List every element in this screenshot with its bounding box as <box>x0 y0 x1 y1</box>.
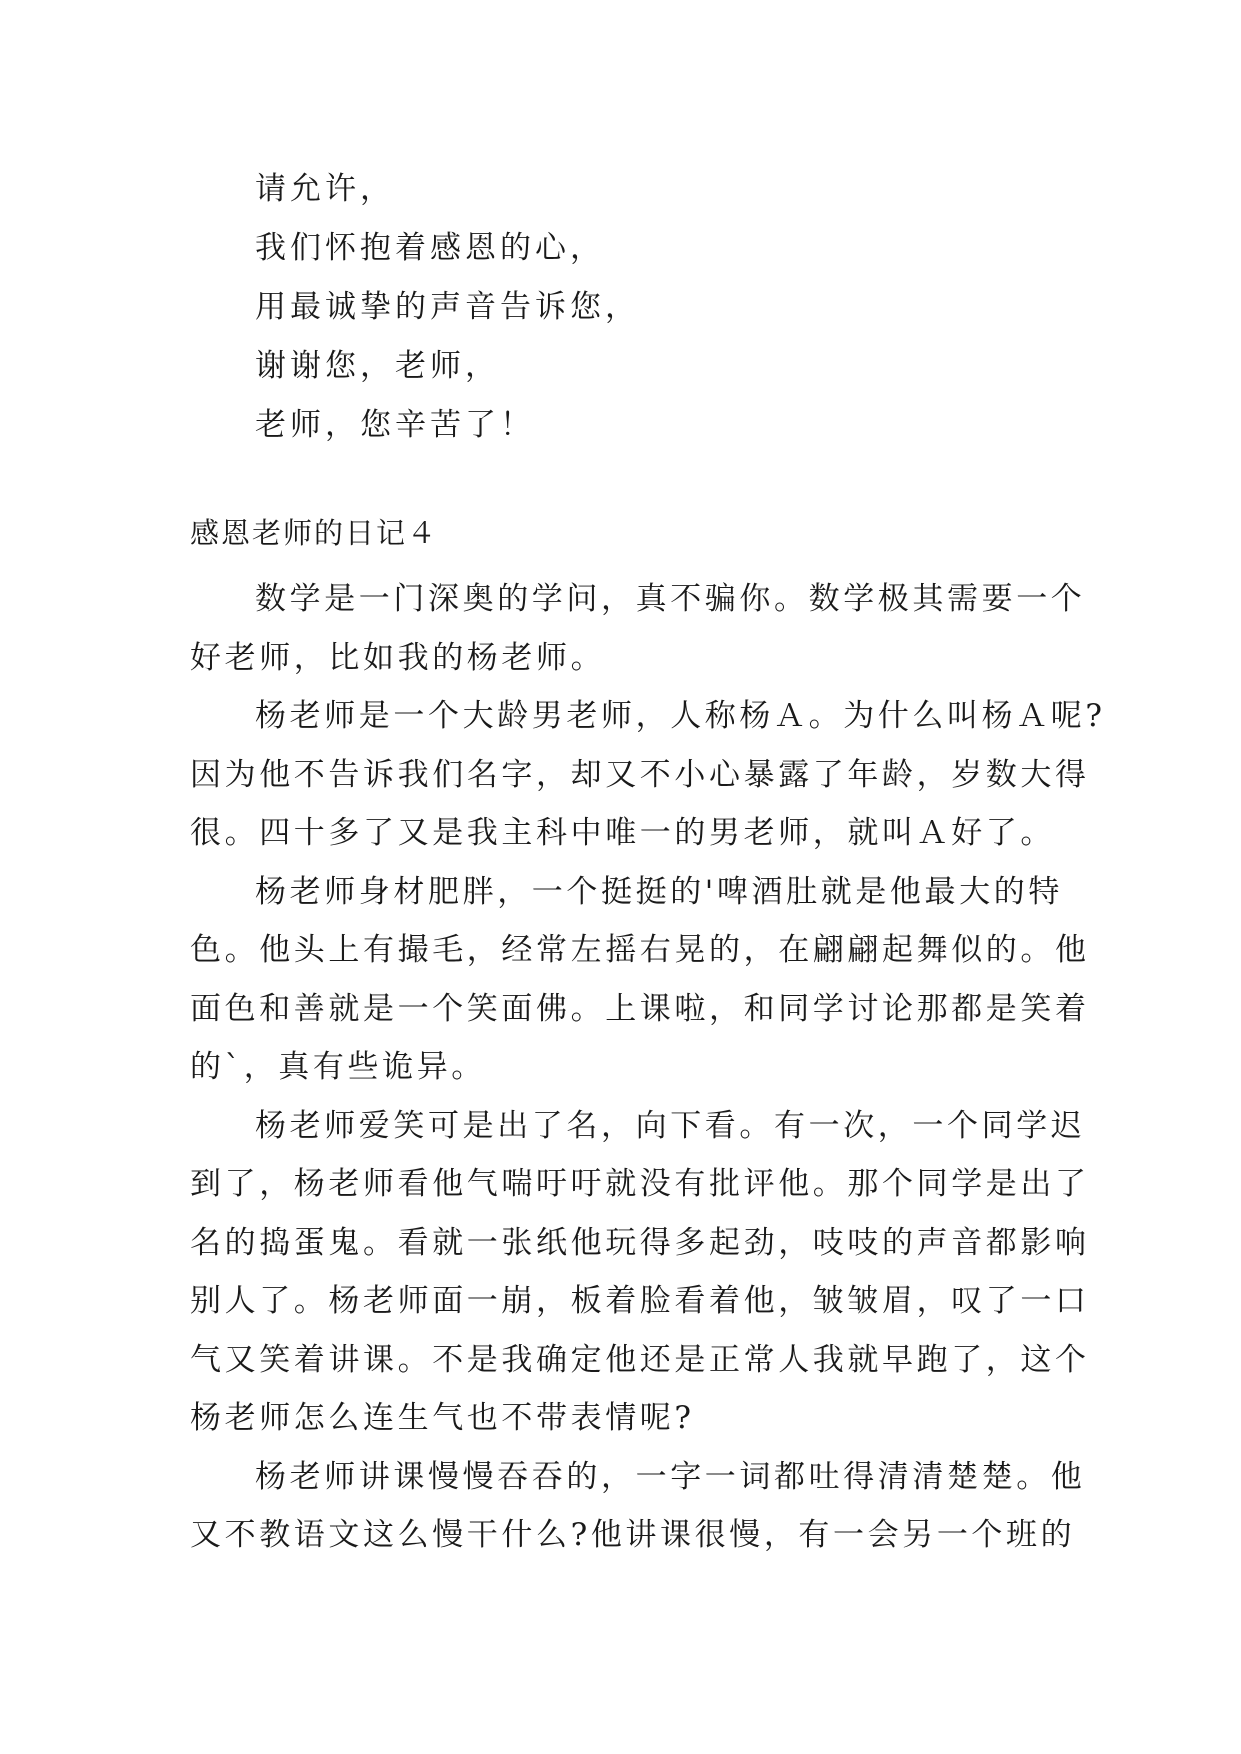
poem-line: 谢谢您，老师， <box>255 348 500 384</box>
paragraph-line: 数学是一门深奥的学问，真不骗你。数学极其需要一个 <box>255 581 1086 617</box>
poem-line: 请允许， <box>255 171 395 207</box>
poem-line: 用最诚挚的声音告诉您， <box>255 289 640 325</box>
diary-body <box>190 570 1106 1565</box>
paragraph-line: 杨老师是一个大龄男老师，人称杨Ａ。为什么叫杨Ａ呢? <box>255 698 1106 734</box>
paragraph-line: 杨老师爱笑可是出了名，向下看。有一次，一个同学迟 <box>255 1107 1086 1144</box>
poem-line: 老师，您辛苦了！ <box>255 407 535 443</box>
paragraph-line: 很。四十多了又是我主科中唯一的男老师，就叫Ａ好了。 <box>190 815 1055 851</box>
paragraph-line: 别人了。杨老师面一崩，板着脸看着他，皱皱眉，叹了一口 <box>190 1283 1090 1319</box>
poem-line: 我们怀抱着感恩的心， <box>255 230 605 266</box>
paragraph-line: 名的捣蛋鬼。看就一张纸他玩得多起劲，吱吱的声音都影响 <box>190 1224 1090 1261</box>
paragraph-line: 到了，杨老师看他气喘吁吁就没有批评他。那个同学是出了 <box>190 1166 1090 1202</box>
paragraph-line: 又不教语文这么慢干什么?他讲课很慢，有一会另一个班的 <box>190 1517 1076 1553</box>
paragraph-line: 的`，真有些诡异。 <box>190 1049 486 1085</box>
paragraph-line: 面色和善就是一个笑面佛。上课啦，和同学讨论那都是笑着 <box>190 990 1090 1027</box>
paragraph-line: 好老师，比如我的杨老师。 <box>190 639 606 676</box>
paragraph-line: 杨老师怎么连生气也不带表情呢? <box>190 1400 695 1436</box>
paragraph-line: 色。他头上有撮毛，经常左摇右晃的，在翩翩起舞似的。他 <box>190 932 1090 968</box>
paragraph-line: 气又笑着讲课。不是我确定他还是正常人我就早跑了，这个 <box>190 1341 1090 1378</box>
section-title: 感恩老师的日记４ <box>190 516 439 550</box>
paragraph-line: 杨老师讲课慢慢吞吞的，一字一词都吐得清清楚楚。他 <box>255 1458 1086 1495</box>
poem-stanza <box>255 160 640 455</box>
paragraph-line: 因为他不告诉我们名字，却又不小心暴露了年龄，岁数大得 <box>190 756 1090 793</box>
paragraph-line: 杨老师身材肥胖，一个挺挺的'啤酒肚就是他最大的特 <box>255 873 1063 910</box>
